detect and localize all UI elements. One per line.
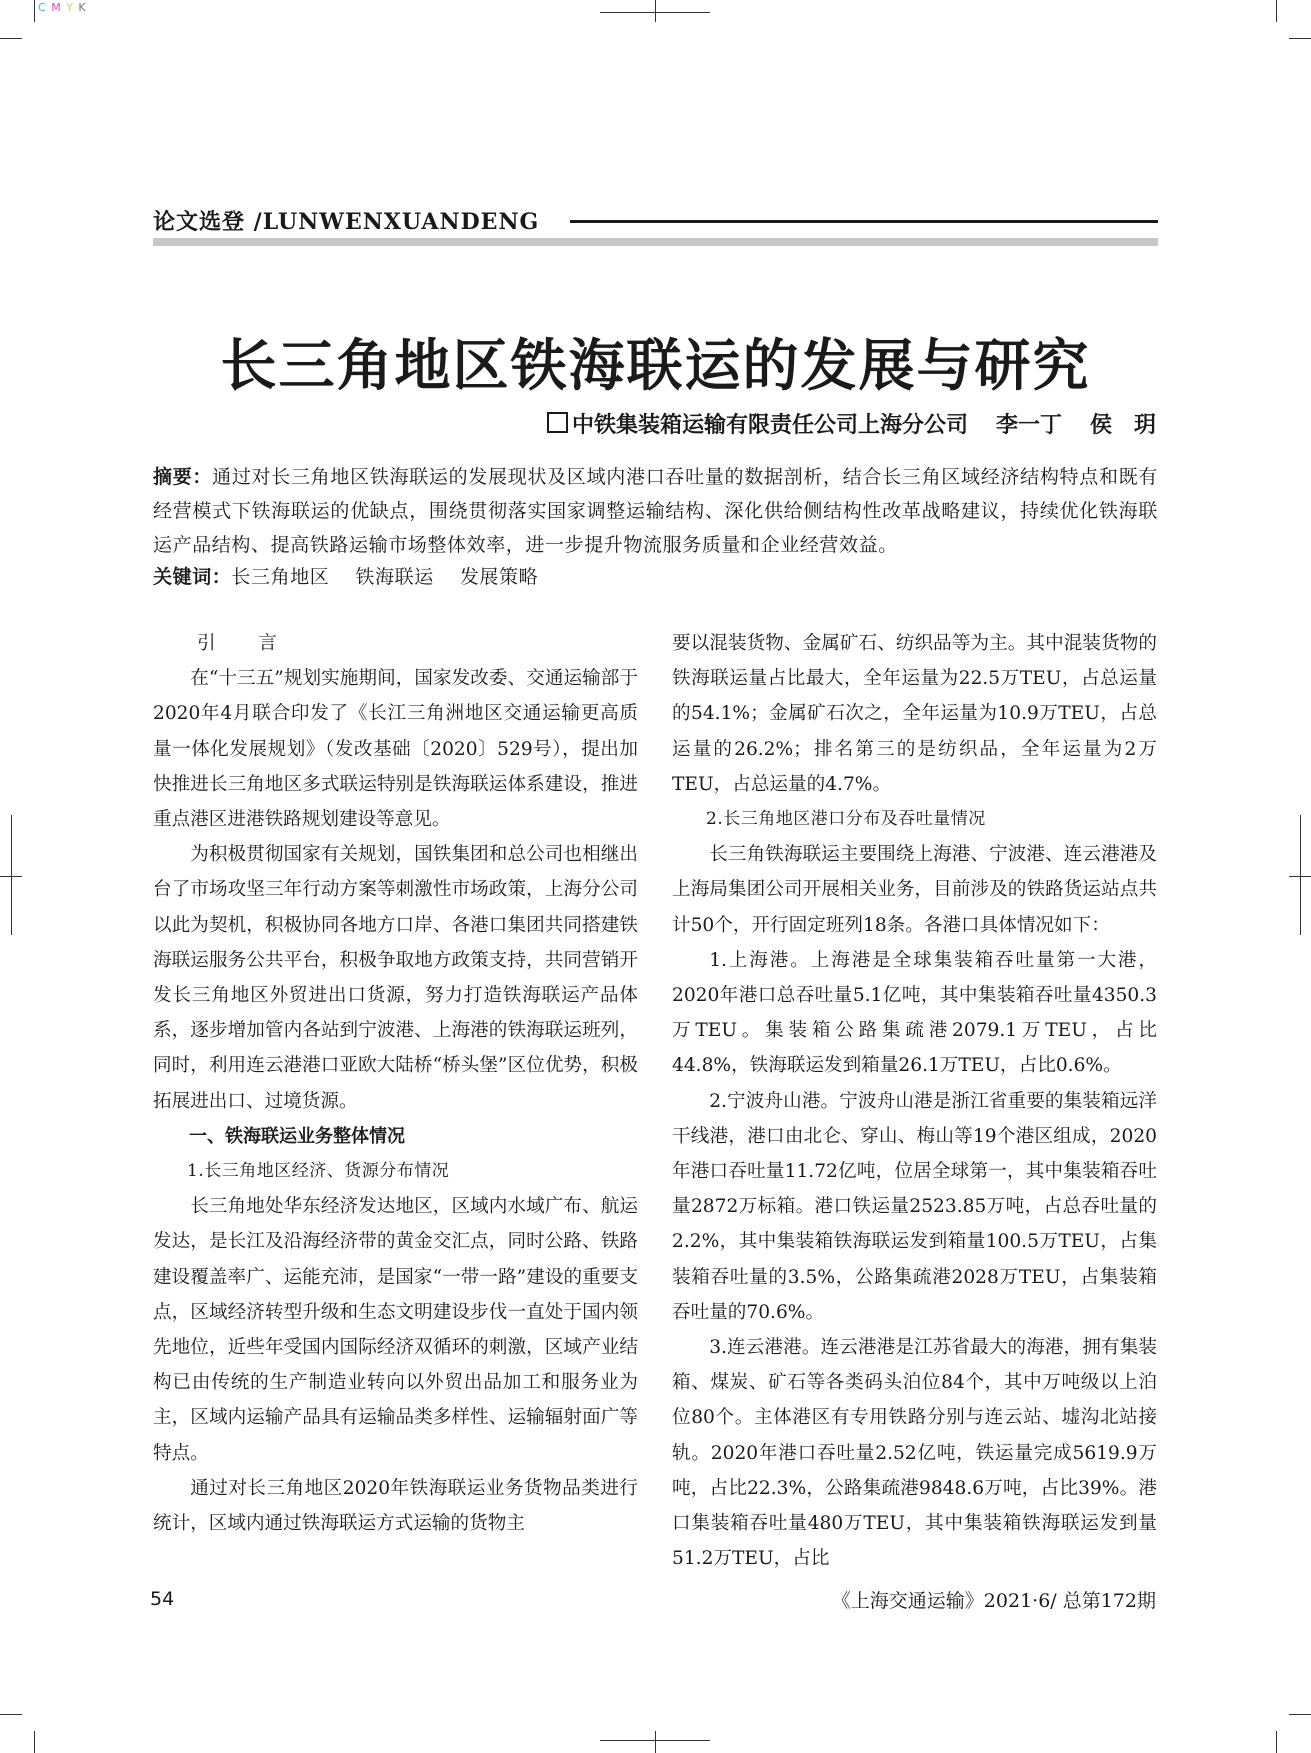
cmyk-color-bar: C M Y K <box>38 1 87 14</box>
section-band <box>153 238 1158 246</box>
abstract-text: 通过对长三角地区铁海联运的发展现状及区域内港口吞吐量的数据剖析，结合长三角区域经济结构特点和既有经营模式下铁海联运的优缺点，围绕贯彻落实国家调整运输结构、深化供给侧结构性改革战略建议，持续优化铁海联运产品结构、提高铁路运输市场整体效率，进一步提升物流服务质量和企业经营效益。 <box>153 466 1158 556</box>
paragraph: 2.宁波舟山港。宁波舟山港是浙江省重要的集装箱远洋干线港，港口由北仑、穿山、梅山等19个港区组成，2020年港口吞吐量11.72亿吨，位居全球第一，其中集装箱吞吐量2872万标箱。港口铁运量2523.85万吨，占总吞吐量的2.2%，其中集装箱铁海联运发到箱量100.5万TEU，占集装箱吞吐量的3.5%，公路集疏港2028万TEU，占集装箱吞吐量的70.6%。 <box>672 1090 1157 1323</box>
journal-citation: 《上海交通运输》2021·6/ 总第172期 <box>831 1590 1156 1612</box>
paragraph: 长三角地处华东经济发达地区，区域内水域广布、航运发达，是长江及沿海经济带的黄金交汇点，同时公路、铁路建设覆盖率广、运能充沛，是国家“一带一路”建设的重要支点，区域经济转型升级和生态文明建设步伐一直处于国内领先地位，近些年受国内国际经济双循环的刺激，区域产业结构已由传统的生产制造业转向以外贸出品加工和服务业为主，区域内运输产品具有运输品类多样性、运输辐射面广等特点。 <box>153 1196 638 1464</box>
paragraph: 通过对长三角地区2020年铁海联运业务货物品类进行统计，区域内通过铁海联运方式运输的货物主 <box>153 1477 638 1535</box>
body-column-right <box>672 626 1157 1576</box>
section-rule <box>570 220 1158 223</box>
heading-introduction: 引 言 <box>197 633 289 654</box>
section-heading: 一、铁海联运业务整体情况 <box>189 1125 405 1147</box>
box-bullet-icon <box>547 412 568 433</box>
keywords-label: 关键词： <box>153 566 232 588</box>
paragraph: 3.连云港港。连云港港是江苏省最大的海港，拥有集装箱、煤炭、矿石等各类码头泊位84个，其中万吨级以上泊位80个。主体港区有专用铁路分别与连云站、墟沟北站接轨。2020年港口吞吐量2.52亿吨，铁运量完成5619.9万吨，占比22.3%，公路集疏港9848.6万吨，占比39%。港口集装箱吞吐量480万TEU，其中集装箱铁海联运发到量51.2万TEU，占比 <box>672 1337 1157 1570</box>
paragraph: 长三角铁海联运主要围绕上海港、宁波港、连云港港及上海局集团公司开展相关业务，目前涉及的铁路货运站点共计50个，开行固定班列18条。各港口具体情况如下： <box>672 844 1157 936</box>
paragraph: 要以混装货物、金属矿石、纺织品等为主。其中混装货物的铁海联运量占比最大，全年运量为22.5万TEU，占总运量的54.1%；金属矿石次之，全年运量为10.9万TEU，占总运量的26.2%；排名第三的是纺织品，全年运量为2万TEU，占总运量的4.7%。 <box>672 633 1157 795</box>
author-1: 李一丁 <box>995 413 1062 438</box>
keyword: 长三角地区 <box>231 566 330 588</box>
subsection-heading: 2.长三角地区港口分布及吞吐量情况 <box>706 809 986 830</box>
abstract <box>153 460 1158 562</box>
paragraph: 在“十三五”规划实施期间，国家发改委、交通运输部于2020年4月联合印发了《长江三角洲地区交通运输更高质量一体化发展规划》（发改基础〔2020〕529号），提出加快推进长三角地区多式联运特别是铁海联运体系建设，推进重点港区进港铁路规划建设等意见。 <box>153 668 638 831</box>
article-title: 长三角地区铁海联运的发展与研究 <box>220 333 1091 399</box>
body-column-left <box>153 626 638 1541</box>
abstract-label: 摘要： <box>153 466 213 488</box>
keywords <box>153 562 564 592</box>
paragraph: 1.上海港。上海港是全球集装箱吞吐量第一大港，2020年港口总吞吐量5.1亿吨，其中集装箱吞吐量4350.3万TEU。集装箱公路集疏港2079.1万TEU，占比44.8%，铁海联运发到箱量26.1万TEU，占比0.6%。 <box>672 949 1157 1077</box>
subsection-heading: 1.长三角地区经济、货源分布情况 <box>187 1161 450 1182</box>
affiliation: 中铁集装箱运输有限责任公司上海分公司 <box>571 413 968 438</box>
keyword: 铁海联运 <box>355 566 434 588</box>
page-number: 54 <box>150 1588 175 1610</box>
author-line <box>547 408 1156 439</box>
keyword: 发展策略 <box>459 566 539 588</box>
section-label: 论文选登 /LUNWENXUANDENG <box>153 209 540 235</box>
paragraph: 为积极贯彻国家有关规划，国铁集团和总公司也相继出台了市场攻坚三年行动方案等刺激性市场政策，上海分公司以此为契机，积极协同各地方口岸、各港口集团共同搭建铁海联运服务公共平台，积极争取地方政策支持，共同营销开发长三角地区外贸进出口货源，努力打造铁海联运产品体系，逐步增加管内各站到宁波港、上海港的铁海联运班列，同时，利用连云港港口亚欧大陆桥“桥头堡”区位优势，积极拓展进出口、过境货源。 <box>153 844 638 1112</box>
author-2: 侯 玥 <box>1089 413 1156 438</box>
